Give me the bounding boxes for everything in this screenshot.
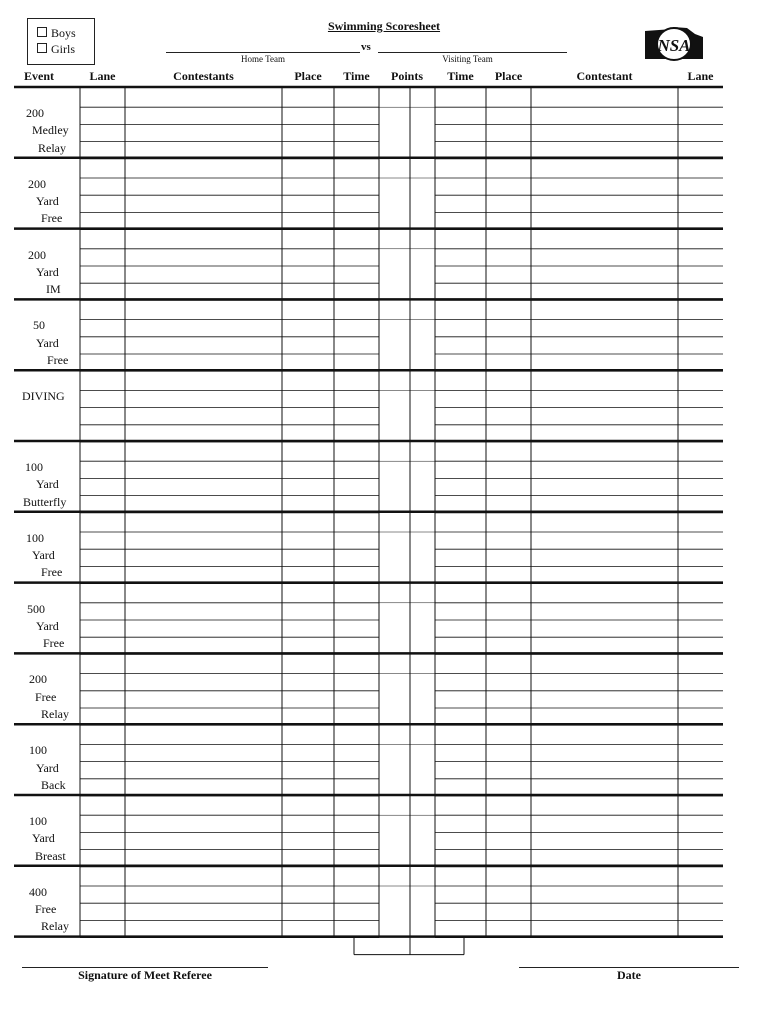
event-label-line: Yard	[36, 194, 59, 209]
event-label-line: Free	[47, 353, 69, 367]
event-label-line: 200	[29, 672, 47, 687]
event-label-line: 100	[25, 460, 43, 474]
event-label-line: Relay	[41, 919, 69, 934]
event-label-line: IM	[46, 282, 61, 297]
event-label-line: DIVING	[22, 389, 65, 404]
col-header-event: Event	[24, 69, 54, 83]
boys-label: Boys	[51, 26, 76, 40]
event-label-line: Relay	[38, 140, 66, 155]
event-label-line: Breast	[35, 848, 66, 863]
home-team-label: Home Team	[241, 54, 285, 64]
event-label-line: 200	[28, 247, 46, 262]
event-label-line: Back	[41, 777, 66, 792]
visiting-team-label: Visiting Team	[442, 54, 493, 64]
event-label-line: Free	[43, 636, 65, 651]
event-label-line: Free	[41, 565, 63, 580]
event-label-line: 200	[26, 106, 44, 120]
event-label-line: Yard	[32, 831, 55, 846]
event-label-line: Yard	[36, 264, 59, 279]
event-label-line: Free	[41, 211, 63, 226]
event-label-line: Relay	[41, 707, 69, 721]
col-header-points: Points	[390, 69, 423, 83]
event-label-line: Free	[35, 689, 57, 704]
referee-signature-label: Signature of Meet Referee	[78, 968, 212, 982]
event-label-line: Yard	[36, 618, 59, 633]
vs-label: vs	[361, 41, 371, 53]
event-label-line: Free	[35, 902, 57, 917]
event-label-line: 200	[28, 176, 46, 191]
event-label-line: 400	[29, 884, 47, 899]
form-title: Swimming Scoresheet	[327, 19, 441, 33]
event-label-line: Yard	[32, 548, 55, 563]
event-label-line: Medley	[32, 123, 69, 138]
event-label-line: 50	[33, 318, 45, 333]
girls-label: Girls	[51, 42, 75, 56]
logo-text: NSA	[657, 36, 691, 55]
event-label-line: 100	[29, 743, 47, 758]
event-label-line: Butterfly	[23, 494, 67, 509]
date-label: Date	[617, 968, 641, 982]
col-header-time-right: Time	[447, 69, 474, 83]
event-label-line: 100	[29, 814, 47, 828]
event-label-line: Yard	[36, 760, 59, 775]
col-header-place-left: Place	[294, 69, 322, 83]
event-label-line: Yard	[36, 477, 59, 492]
col-header-place-right: Place	[494, 69, 523, 83]
col-header-contestants: Contestants	[173, 69, 234, 83]
event-label-line: 100	[26, 530, 44, 545]
col-header-lane-right: Lane	[687, 69, 714, 83]
event-label-line: Yard	[36, 335, 59, 350]
col-header-contestant-right: Contestant	[576, 69, 633, 83]
col-header-time-left: Time	[343, 69, 370, 83]
col-header-lane-left: Lane	[89, 69, 116, 83]
event-label-line: 500	[27, 601, 45, 616]
